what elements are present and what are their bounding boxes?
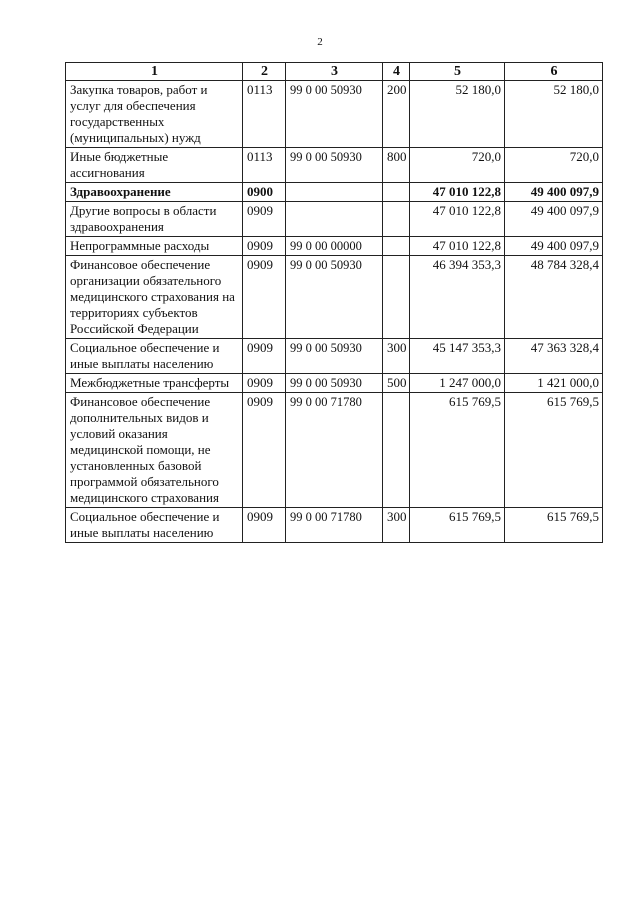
cell-expense-type: 300 bbox=[383, 508, 410, 543]
cell-amount-year-1: 615 769,5 bbox=[410, 393, 505, 508]
cell-expense-type: 500 bbox=[383, 374, 410, 393]
cell-target-code: 99 0 00 50930 bbox=[286, 374, 383, 393]
cell-section-code: 0909 bbox=[243, 256, 286, 339]
cell-target-code bbox=[286, 183, 383, 202]
cell-section-code: 0113 bbox=[243, 81, 286, 148]
cell-name: Финансовое обеспечение дополнительных видов и условий оказания медицинской помощи, не установленных базовой программой обязательного медицинского страхования bbox=[66, 393, 243, 508]
cell-section-code: 0900 bbox=[243, 183, 286, 202]
table-row bbox=[66, 256, 603, 339]
header-col-6: 6 bbox=[505, 63, 603, 81]
table-row bbox=[66, 339, 603, 374]
cell-section-code: 0909 bbox=[243, 237, 286, 256]
cell-section-code: 0909 bbox=[243, 339, 286, 374]
cell-amount-year-2: 720,0 bbox=[505, 148, 603, 183]
table-row bbox=[66, 393, 603, 508]
cell-target-code: 99 0 00 50930 bbox=[286, 339, 383, 374]
cell-section-code: 0909 bbox=[243, 508, 286, 543]
cell-amount-year-2: 52 180,0 bbox=[505, 81, 603, 148]
cell-section-code: 0113 bbox=[243, 148, 286, 183]
cell-amount-year-1: 1 247 000,0 bbox=[410, 374, 505, 393]
cell-amount-year-2: 615 769,5 bbox=[505, 393, 603, 508]
cell-name: Социальное обеспечение и иные выплаты населению bbox=[66, 339, 243, 374]
cell-target-code: 99 0 00 50930 bbox=[286, 81, 383, 148]
cell-amount-year-2: 49 400 097,9 bbox=[505, 183, 603, 202]
table-row bbox=[66, 183, 603, 202]
budget-table bbox=[65, 62, 603, 543]
cell-amount-year-1: 45 147 353,3 bbox=[410, 339, 505, 374]
cell-target-code: 99 0 00 00000 bbox=[286, 237, 383, 256]
header-col-4: 4 bbox=[383, 63, 410, 81]
cell-amount-year-1: 46 394 353,3 bbox=[410, 256, 505, 339]
table-body bbox=[66, 81, 603, 543]
cell-target-code: 99 0 00 50930 bbox=[286, 148, 383, 183]
table-row bbox=[66, 374, 603, 393]
table-header-row bbox=[66, 63, 603, 81]
cell-amount-year-1: 47 010 122,8 bbox=[410, 202, 505, 237]
header-col-3: 3 bbox=[286, 63, 383, 81]
cell-amount-year-2: 49 400 097,9 bbox=[505, 202, 603, 237]
cell-name: Межбюджетные трансферты bbox=[66, 374, 243, 393]
cell-name: Непрограммные расходы bbox=[66, 237, 243, 256]
cell-target-code: 99 0 00 71780 bbox=[286, 393, 383, 508]
cell-target-code: 99 0 00 50930 bbox=[286, 256, 383, 339]
cell-expense-type bbox=[383, 237, 410, 256]
cell-amount-year-2: 1 421 000,0 bbox=[505, 374, 603, 393]
cell-amount-year-2: 49 400 097,9 bbox=[505, 237, 603, 256]
cell-expense-type bbox=[383, 202, 410, 237]
cell-target-code bbox=[286, 202, 383, 237]
cell-amount-year-2: 615 769,5 bbox=[505, 508, 603, 543]
cell-expense-type: 300 bbox=[383, 339, 410, 374]
cell-target-code: 99 0 00 71780 bbox=[286, 508, 383, 543]
cell-amount-year-1: 52 180,0 bbox=[410, 81, 505, 148]
header-col-2: 2 bbox=[243, 63, 286, 81]
header-col-5: 5 bbox=[410, 63, 505, 81]
cell-name: Иные бюджетные ассигнования bbox=[66, 148, 243, 183]
cell-name: Социальное обеспечение и иные выплаты населению bbox=[66, 508, 243, 543]
cell-amount-year-1: 720,0 bbox=[410, 148, 505, 183]
cell-name: Финансовое обеспечение организации обязательного медицинского страхования на территориях субъектов Российской Федерации bbox=[66, 256, 243, 339]
cell-amount-year-1: 615 769,5 bbox=[410, 508, 505, 543]
cell-section-code: 0909 bbox=[243, 393, 286, 508]
page-number: 2 bbox=[317, 36, 323, 48]
cell-name: Другие вопросы в области здравоохранения bbox=[66, 202, 243, 237]
cell-amount-year-2: 47 363 328,4 bbox=[505, 339, 603, 374]
cell-name: Закупка товаров, работ и услуг для обеспечения государственных (муниципальных) нужд bbox=[66, 81, 243, 148]
cell-section-code: 0909 bbox=[243, 202, 286, 237]
table-row bbox=[66, 202, 603, 237]
cell-expense-type bbox=[383, 393, 410, 508]
header-col-1: 1 bbox=[66, 63, 243, 81]
cell-amount-year-1: 47 010 122,8 bbox=[410, 183, 505, 202]
cell-expense-type bbox=[383, 256, 410, 339]
cell-amount-year-2: 48 784 328,4 bbox=[505, 256, 603, 339]
cell-amount-year-1: 47 010 122,8 bbox=[410, 237, 505, 256]
cell-expense-type bbox=[383, 183, 410, 202]
table-row bbox=[66, 81, 603, 148]
cell-expense-type: 200 bbox=[383, 81, 410, 148]
cell-section-code: 0909 bbox=[243, 374, 286, 393]
cell-name: Здравоохранение bbox=[66, 183, 243, 202]
cell-expense-type: 800 bbox=[383, 148, 410, 183]
table-row bbox=[66, 148, 603, 183]
table-row bbox=[66, 508, 603, 543]
table-row bbox=[66, 237, 603, 256]
